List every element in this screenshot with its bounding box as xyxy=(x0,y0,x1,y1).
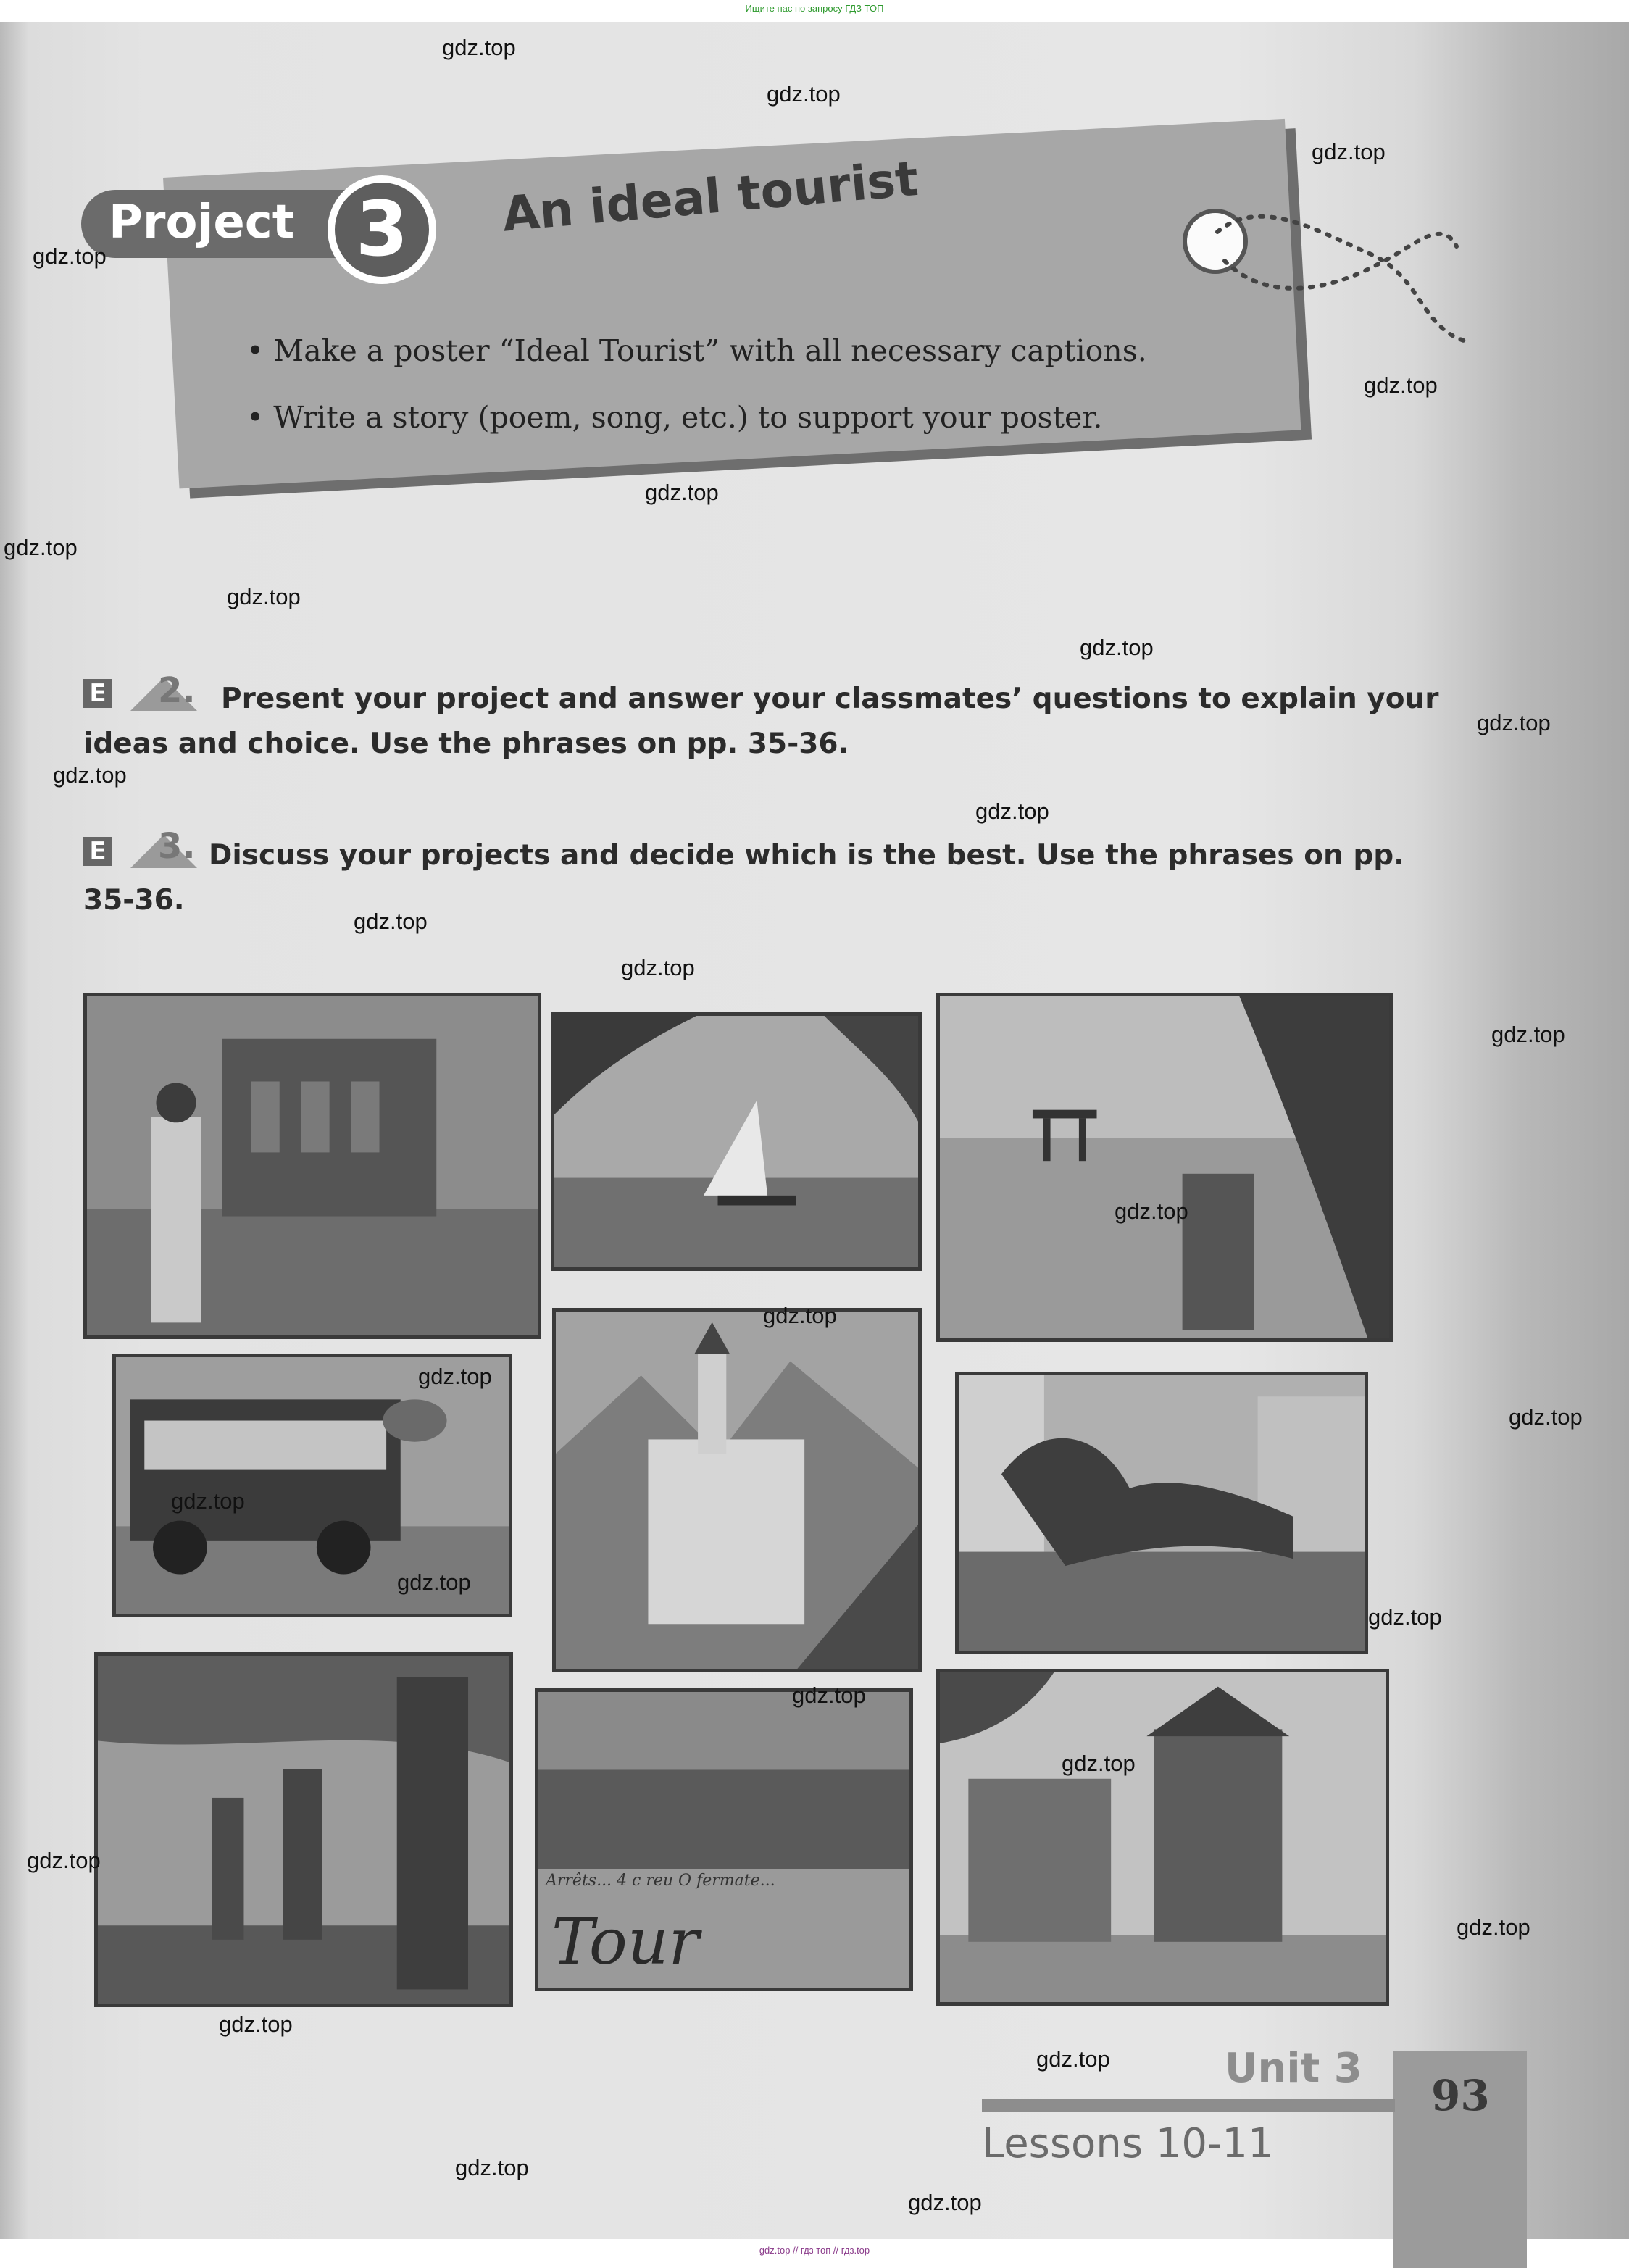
watermark: gdz.top xyxy=(171,1488,245,1514)
watermark: gdz.top xyxy=(33,243,107,269)
photo-torii-gate xyxy=(936,993,1393,1342)
photo-dragon-parade xyxy=(955,1372,1368,1654)
exercise-3-text-line1: Discuss your projects and decide which is the best. Use the phrases on pp. xyxy=(209,839,1404,872)
watermark: gdz.top xyxy=(763,1303,837,1328)
watermark: gdz.top xyxy=(645,480,719,505)
exercise-2-number: 2. xyxy=(158,670,196,711)
bottom-note: gdz.top // гдз топ // гдз.top xyxy=(759,2245,870,2256)
top-note: Ищите нас по запросу ГДЗ ТОП xyxy=(745,3,884,14)
photo-toltec-statues xyxy=(94,1652,513,2007)
exercise-2-text-line1: Present your project and answer your classmates’ questions to explain your xyxy=(221,683,1439,715)
watermark: gdz.top xyxy=(1477,710,1551,735)
watermark: gdz.top xyxy=(219,2011,293,2037)
project-bullet-2: • Write a story (poem, song, etc.) to support your poster. xyxy=(246,400,1103,435)
watermark: gdz.top xyxy=(1491,1022,1565,1047)
tour-bus-banner: Arrêts... 4 c reu O fermate... xyxy=(546,1872,775,1890)
exercise-2-icon: E xyxy=(83,679,112,708)
project-bullet-1: • Make a poster “Ideal Tourist” with all necessary captions. xyxy=(246,333,1147,368)
watermark: gdz.top xyxy=(455,2155,529,2180)
textbook-page xyxy=(0,22,1629,2239)
project-title: An ideal tourist xyxy=(500,150,921,243)
watermark: gdz.top xyxy=(1115,1198,1188,1224)
watermark: gdz.top xyxy=(1457,1914,1530,1940)
watermark: gdz.top xyxy=(1368,1604,1442,1630)
unit-label: Unit 3 xyxy=(1225,2045,1362,2092)
exercise-3-text-line2: 35-36. xyxy=(83,884,185,917)
exercise-3-number: 3. xyxy=(158,826,196,867)
watermark: gdz.top xyxy=(354,909,428,934)
project-number: 3 xyxy=(328,175,436,284)
watermark: gdz.top xyxy=(767,81,841,107)
watermark: gdz.top xyxy=(1080,635,1154,660)
photo-ancient-ruins xyxy=(83,993,541,1339)
exercise-3-icon: E xyxy=(83,837,112,866)
watermark: gdz.top xyxy=(442,35,516,60)
watermark: gdz.top xyxy=(227,584,301,609)
watermark: gdz.top xyxy=(4,535,78,560)
watermark: gdz.top xyxy=(397,1569,471,1595)
watermark: gdz.top xyxy=(1364,372,1438,398)
watermark: gdz.top xyxy=(908,2190,982,2215)
watermark: gdz.top xyxy=(975,799,1049,824)
watermark: gdz.top xyxy=(621,955,695,980)
watermark: gdz.top xyxy=(27,1848,101,1873)
watermark: gdz.top xyxy=(1062,1751,1136,1776)
photo-sailboat xyxy=(551,1012,922,1271)
page-number: 93 xyxy=(1431,2071,1490,2120)
tour-bus-text: Tour xyxy=(551,1904,699,1979)
watermark: gdz.top xyxy=(53,762,127,788)
lessons-label: Lessons 10-11 xyxy=(982,2120,1274,2167)
photo-winter-village xyxy=(936,1669,1389,2006)
watermark: gdz.top xyxy=(792,1683,866,1708)
watermark: gdz.top xyxy=(418,1364,492,1389)
dotted-string-icon xyxy=(1203,203,1478,362)
photo-castle xyxy=(552,1308,922,1672)
photo-tour-bus xyxy=(535,1688,913,1991)
watermark: gdz.top xyxy=(1509,1404,1583,1430)
project-label: Project xyxy=(109,196,295,249)
exercise-2-text-line2: ideas and choice. Use the phrases on pp. 35-36. xyxy=(83,727,849,760)
watermark: gdz.top xyxy=(1036,2046,1110,2072)
watermark: gdz.top xyxy=(1312,139,1386,164)
footer-divider xyxy=(982,2099,1395,2112)
